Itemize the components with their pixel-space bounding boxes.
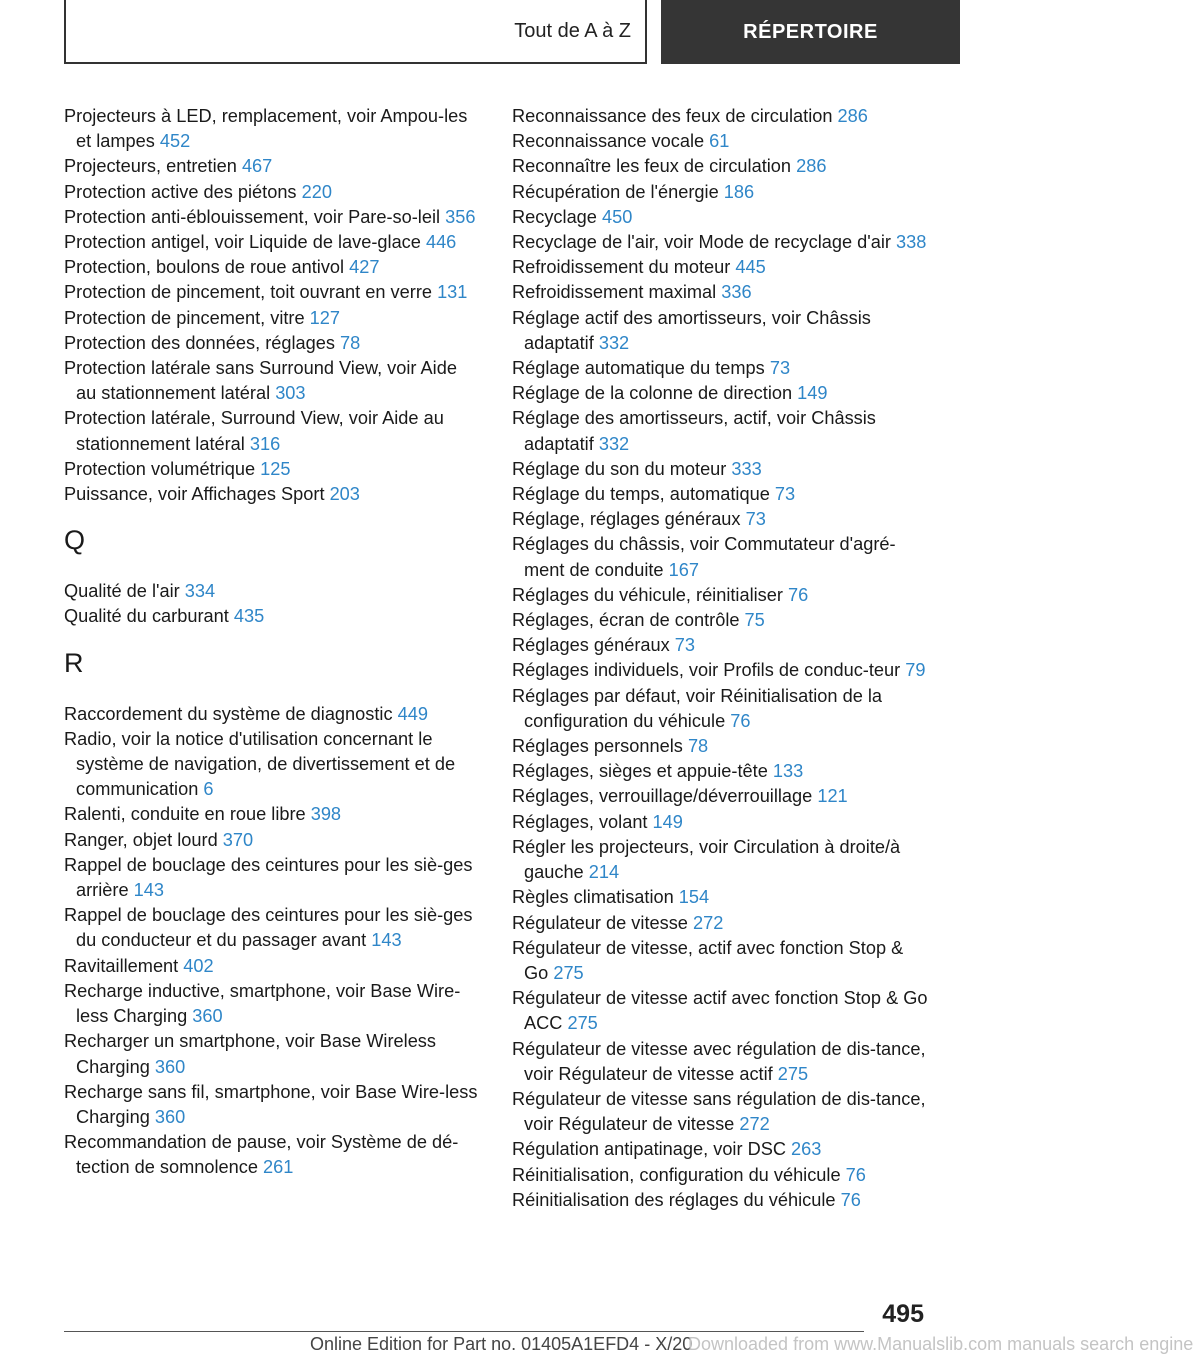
index-list-q <box>64 579 480 629</box>
index-page-link[interactable]: 263 <box>791 1139 822 1160</box>
index-entry-text: Protection anti-éblouissement, voir Pare-so-leil <box>64 206 446 227</box>
index-page-link[interactable]: 78 <box>340 332 361 353</box>
index-entry <box>64 727 480 803</box>
index-entry-text: Protection, boulons de roue antivol <box>64 257 350 278</box>
index-entry <box>64 457 480 482</box>
index-entry-text: Régulateur de vitesse sans régulation de dis-tance, voir Régulateur de vitesse <box>512 1088 926 1135</box>
index-entry-text: Réglages, sièges et appuie-tête <box>512 761 773 782</box>
index-page-link[interactable]: 338 <box>896 232 927 253</box>
index-entry-text: Projecteurs, entretien <box>64 156 242 177</box>
index-entry-text: Reconnaissance vocale <box>512 131 710 152</box>
index-entry <box>512 255 932 280</box>
index-entry-text: Régulateur de vitesse <box>512 912 693 933</box>
index-column-left <box>64 104 480 1181</box>
page-number: 495 <box>882 1300 924 1328</box>
index-entry <box>64 954 480 979</box>
index-entry-text: Régler les projecteurs, voir Circulation à droite/à gauche <box>512 836 901 883</box>
index-entry <box>64 802 480 827</box>
index-entry-text: Réglage actif des amortisseurs, voir Châssis adaptatif <box>512 307 871 353</box>
index-entry <box>64 255 480 280</box>
index-entry <box>512 457 932 482</box>
index-entry-text: Réglage du temps, automatique <box>512 484 775 505</box>
index-entry <box>64 579 480 604</box>
index-entry <box>512 936 932 986</box>
index-page-link[interactable]: 272 <box>739 1114 770 1135</box>
index-page-link[interactable]: 76 <box>845 1164 866 1185</box>
index-entry <box>64 205 480 230</box>
index-entry <box>512 986 932 1036</box>
index-entry-text: Radio, voir la notice d'utilisation concernant le système de navigation, de divertissement et de communication <box>64 728 456 800</box>
index-page-link[interactable]: 167 <box>668 559 699 580</box>
edition-note: Online Edition for Part no. 01405A1EFD4 - X/20 <box>310 1334 693 1354</box>
index-entry-text: Régulateur de vitesse avec régulation de dis-tance, voir Régulateur de vitesse actif <box>512 1038 926 1084</box>
index-column-right <box>512 104 932 1213</box>
index-page-link[interactable]: 75 <box>744 610 765 631</box>
index-list-right <box>512 104 932 1213</box>
index-entry <box>512 911 932 936</box>
index-entry <box>64 306 480 331</box>
index-entry-text: Réglage automatique du temps <box>512 358 770 379</box>
index-entry-text: Réglages, écran de contrôle <box>512 610 745 631</box>
index-entry-text: Recharge inductive, smartphone, voir Base Wire-less Charging <box>64 980 461 1027</box>
index-entry-text: Protection antigel, voir Liquide de lave-glace <box>64 232 426 253</box>
index-entry-text: Qualité de l'air <box>64 581 185 602</box>
index-page-link[interactable]: 356 <box>445 206 476 227</box>
index-letter-r: R <box>64 647 84 678</box>
index-page-link[interactable]: 316 <box>249 433 281 454</box>
watermark: Downloaded from www.Manualslib.com manuals search engine <box>688 1334 1193 1354</box>
index-entry-text: Récupération de l'énergie <box>512 181 724 202</box>
index-page-link[interactable]: 149 <box>797 383 828 404</box>
index-page-link[interactable]: 76 <box>788 584 809 605</box>
index-page-link[interactable]: 450 <box>601 206 633 227</box>
index-page-link[interactable]: 446 <box>425 232 457 253</box>
index-entry <box>64 853 480 903</box>
index-page-link[interactable]: 435 <box>233 606 265 627</box>
index-entry-text: Réglages individuels, voir Profils de conduc-teur <box>512 660 906 681</box>
index-letter-q: Q <box>64 525 86 556</box>
index-entry-text: Recharge sans fil, smartphone, voir Base Wire-less Charging <box>64 1081 478 1127</box>
index-page-link[interactable]: 73 <box>674 635 696 656</box>
index-entry <box>64 1130 480 1180</box>
index-entry-text: Réinitialisation des réglages du véhicule <box>512 1189 841 1210</box>
index-entry <box>512 205 932 230</box>
index-entry-text: Régulateur de vitesse actif avec fonction Stop & Go ACC <box>512 988 928 1034</box>
index-list-r <box>64 702 480 1181</box>
index-page-link[interactable]: 370 <box>222 829 254 850</box>
index-entry-text: Ranger, objet lourd <box>64 829 223 850</box>
index-entry-text: Projecteurs à LED, remplacement, voir Ampou-les et lampes <box>64 106 468 152</box>
index-page-link[interactable]: 275 <box>553 962 584 983</box>
index-entry <box>64 154 480 179</box>
index-entry <box>64 702 480 727</box>
index-page-link[interactable]: 286 <box>796 156 827 177</box>
index-page-link[interactable]: 186 <box>723 181 755 202</box>
section-tab <box>64 0 647 64</box>
index-entry <box>512 784 932 809</box>
section-tab-label: Tout de A à Z <box>514 19 631 42</box>
index-page-link[interactable]: 154 <box>678 887 710 908</box>
index-entry-text: Ravitaillement <box>64 955 184 976</box>
index-entry <box>512 280 932 305</box>
index-entry <box>512 684 932 734</box>
index-entry <box>64 482 480 507</box>
index-page-link[interactable]: 143 <box>133 880 164 901</box>
index-entry-text: Puissance, voir Affichages Sport <box>64 484 330 505</box>
index-page-link[interactable]: 76 <box>730 710 751 731</box>
index-entry-text: Réglages, verrouillage/déverrouillage <box>512 786 818 807</box>
index-page-link[interactable]: 333 <box>731 458 762 479</box>
index-page-link[interactable]: 334 <box>184 581 216 602</box>
index-entry-text: Rappel de bouclage des ceintures pour les siè-ges arrière <box>64 854 473 901</box>
index-entry <box>512 532 932 582</box>
index-entry-text: Protection latérale sans Surround View, voir Aide au stationnement latéral <box>64 358 457 404</box>
index-entry <box>512 583 932 608</box>
index-page-link[interactable]: 332 <box>598 433 630 454</box>
index-page-link[interactable]: 360 <box>192 1006 223 1027</box>
index-entry-text: Reconnaître les feux de circulation <box>512 156 797 177</box>
index-page-link[interactable]: 272 <box>692 912 724 933</box>
index-page-link[interactable]: 303 <box>275 383 306 404</box>
index-entry <box>512 810 932 835</box>
index-entry-text: Réglages généraux <box>512 635 675 656</box>
index-entry-text: Protection active des piétons <box>64 181 302 202</box>
index-entry <box>64 1029 480 1079</box>
index-page-link[interactable]: 73 <box>774 484 796 505</box>
index-page-link[interactable]: 275 <box>777 1063 809 1084</box>
index-entry-text: Protection de pincement, toit ouvrant en verre <box>64 282 438 303</box>
index-page-link[interactable]: 452 <box>159 131 191 152</box>
index-entry-text: Réglage, réglages généraux <box>512 509 746 530</box>
index-entry-text: Réglages personnels <box>512 736 688 757</box>
index-entry <box>512 306 932 356</box>
index-entry <box>512 1087 932 1137</box>
index-entry <box>64 979 480 1029</box>
index-entry-text: Refroidissement maximal <box>512 282 722 303</box>
index-page-link[interactable]: 332 <box>598 332 630 353</box>
index-entry-text: Recommandation de pause, voir Système de dé-tection de somnolence <box>64 1132 459 1178</box>
index-entry <box>512 835 932 885</box>
index-page-link[interactable]: 402 <box>183 955 214 976</box>
index-page-link[interactable]: 286 <box>837 106 868 126</box>
index-page-link[interactable]: 220 <box>301 181 332 202</box>
index-page-link[interactable]: 427 <box>349 257 380 278</box>
index-entry <box>64 180 480 205</box>
chapter-tab-label: RÉPERTOIRE <box>743 20 878 43</box>
index-entry <box>64 230 480 255</box>
index-page-link[interactable]: 261 <box>263 1157 294 1178</box>
index-page-link[interactable]: 398 <box>310 804 342 825</box>
index-entry-text: Recharger un smartphone, voir Base Wireless Charging <box>64 1031 436 1077</box>
index-entry-text: Reconnaissance des feux de circulation <box>512 106 838 126</box>
index-page-link[interactable]: 449 <box>397 703 428 724</box>
index-entry <box>512 180 932 205</box>
index-page-link[interactable]: 214 <box>588 862 620 883</box>
index-entry-text: Recyclage <box>512 206 602 227</box>
index-page-link[interactable]: 143 <box>371 930 402 951</box>
index-entry <box>64 406 480 456</box>
index-page-link[interactable]: 149 <box>652 811 683 832</box>
index-entry-text: Recyclage de l'air, voir Mode de recyclage d'air <box>512 232 897 253</box>
index-page-link[interactable]: 336 <box>721 282 752 303</box>
index-page-link[interactable]: 78 <box>687 736 709 757</box>
index-page-link[interactable]: 73 <box>745 509 766 530</box>
index-entry-text: Protection de pincement, vitre <box>64 307 310 328</box>
index-page-link[interactable]: 203 <box>329 484 360 505</box>
index-entry <box>512 1037 932 1087</box>
index-entry <box>64 828 480 853</box>
index-page-link[interactable]: 127 <box>309 307 341 328</box>
index-page-link[interactable]: 445 <box>735 257 766 278</box>
index-entry <box>64 104 480 154</box>
index-entry-text: Régulation antipatinage, voir DSC <box>512 1139 792 1160</box>
index-entry <box>512 230 932 255</box>
index-entry <box>512 129 932 154</box>
index-entry <box>512 507 932 532</box>
index-entry-text: Réglage du son du moteur <box>512 458 732 479</box>
index-page-link[interactable]: 121 <box>817 786 848 807</box>
footer-divider <box>64 1331 864 1332</box>
index-page-link[interactable]: 131 <box>437 282 468 303</box>
chapter-tab <box>661 0 960 64</box>
index-page-link[interactable]: 79 <box>905 660 926 681</box>
index-entry <box>512 356 932 381</box>
index-entry-text: Protection latérale, Surround View, voir Aide au stationnement latéral <box>64 408 444 454</box>
index-page-link[interactable]: 360 <box>154 1056 186 1077</box>
index-entry-text: Rappel de bouclage des ceintures pour les siè-ges du conducteur et du passager avant <box>64 905 473 951</box>
index-entry-text: Ralenti, conduite en roue libre <box>64 804 311 825</box>
index-entry-text: Qualité du carburant <box>64 606 234 627</box>
index-entry-text: Réglages du châssis, voir Commutateur d'agré-ment de conduite <box>512 534 896 580</box>
index-entry-text: Raccordement du système de diagnostic <box>64 703 398 724</box>
index-entry-text: Réglages du véhicule, réinitialiser <box>512 584 788 605</box>
index-page-link[interactable]: 360 <box>154 1106 186 1127</box>
index-entry <box>512 885 932 910</box>
index-entry <box>512 1188 932 1213</box>
index-entry <box>512 734 932 759</box>
index-entry <box>64 356 480 406</box>
index-entry-text: Réinitialisation, configuration du véhicule <box>512 1164 846 1185</box>
index-entry-text: Règles climatisation <box>512 887 679 908</box>
index-page-link[interactable]: 73 <box>769 358 791 379</box>
index-entry <box>64 1080 480 1130</box>
index-page-link[interactable]: 275 <box>567 1013 598 1034</box>
index-entry <box>512 608 932 633</box>
index-page-link[interactable]: 133 <box>772 761 804 782</box>
index-entry <box>512 1163 932 1188</box>
index-entry-text: Réglage des amortisseurs, actif, voir Châssis adaptatif <box>512 408 876 454</box>
index-page-link[interactable]: 61 <box>709 131 730 152</box>
index-entry <box>512 381 932 406</box>
index-entry <box>512 154 932 179</box>
index-entry-text: Réglages par défaut, voir Réinitialisation de la configuration du véhicule <box>512 685 883 731</box>
index-page-link[interactable]: 6 <box>203 779 214 800</box>
index-entry <box>512 1137 932 1162</box>
index-entry-text: Protection volumétrique <box>64 458 261 479</box>
index-list-p <box>64 104 480 507</box>
index-entry <box>64 903 480 953</box>
index-entry-text: Réglage de la colonne de direction <box>512 383 798 404</box>
index-entry-text: Réglages, volant <box>512 811 653 832</box>
index-entry <box>512 406 932 456</box>
index-page-link[interactable]: 467 <box>241 156 273 177</box>
index-entry <box>64 604 480 629</box>
index-entry <box>512 482 932 507</box>
index-page-link[interactable]: 125 <box>260 458 291 479</box>
index-entry <box>512 104 932 129</box>
index-entry <box>512 759 932 784</box>
index-entry-text: Protection des données, réglages <box>64 332 341 353</box>
index-entry-text: Refroidissement du moteur <box>512 257 736 278</box>
index-entry <box>64 280 480 305</box>
index-entry <box>512 633 932 658</box>
index-entry <box>64 331 480 356</box>
index-entry-text: Régulateur de vitesse, actif avec fonction Stop & Go <box>512 937 904 983</box>
index-page-link[interactable]: 76 <box>840 1189 861 1210</box>
index-entry <box>512 658 932 683</box>
